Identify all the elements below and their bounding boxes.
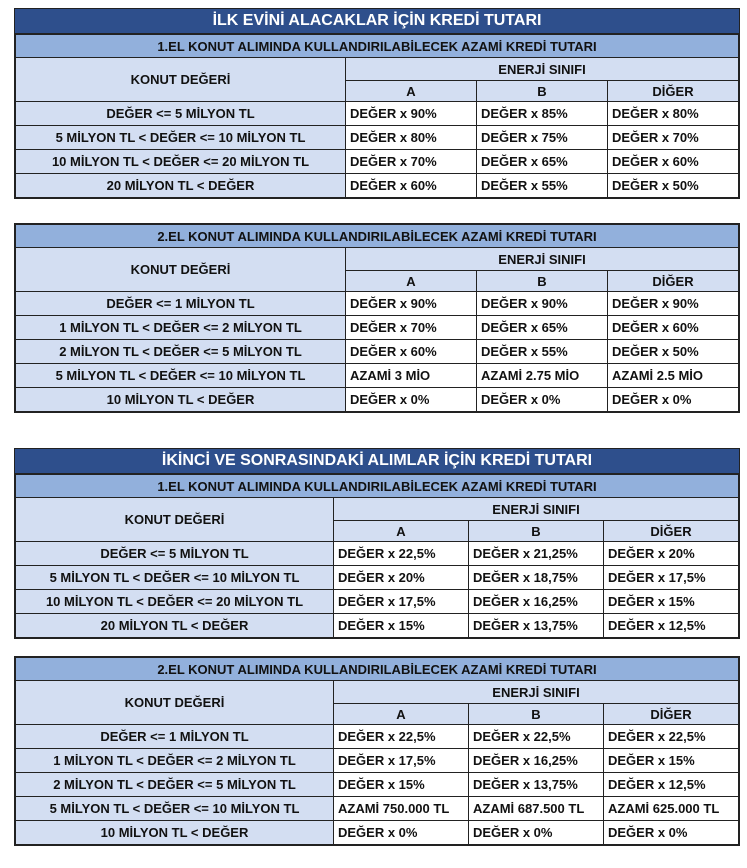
class-a-header: A: [334, 521, 469, 542]
cell-a: AZAMİ 3 MİO: [346, 364, 477, 388]
row-label: DEĞER <= 1 MİLYON TL: [16, 292, 346, 316]
cell-b: DEĞER x 18,75%: [469, 566, 604, 590]
row-label: 20 MİLYON TL < DEĞER: [16, 174, 346, 198]
table-row: [16, 126, 739, 150]
cell-other: DEĞER x 15%: [604, 590, 739, 614]
row-label: 1 MİLYON TL < DEĞER <= 2 MİLYON TL: [16, 749, 334, 773]
row-label: 5 MİLYON TL < DEĞER <= 10 MİLYON TL: [16, 566, 334, 590]
cell-b: DEĞER x 0%: [469, 821, 604, 845]
value-header: KONUT DEĞERİ: [16, 248, 346, 292]
cell-a: AZAMİ 750.000 TL: [334, 797, 469, 821]
cell-b: DEĞER x 85%: [477, 102, 608, 126]
cell-a: DEĞER x 17,5%: [334, 590, 469, 614]
cell-other: DEĞER x 80%: [608, 102, 739, 126]
row-label: 10 MİLYON TL < DEĞER <= 20 MİLYON TL: [16, 150, 346, 174]
cell-a: DEĞER x 22,5%: [334, 725, 469, 749]
cell-other: DEĞER x 20%: [604, 542, 739, 566]
cell-b: DEĞER x 22,5%: [469, 725, 604, 749]
cell-a: DEĞER x 90%: [346, 292, 477, 316]
cell-other: DEĞER x 60%: [608, 150, 739, 174]
cell-other: DEĞER x 0%: [604, 821, 739, 845]
cell-a: DEĞER x 0%: [334, 821, 469, 845]
cell-other: DEĞER x 12,5%: [604, 773, 739, 797]
table-row: [16, 773, 739, 797]
loan-table-second-hand-block: [14, 656, 740, 846]
loan-table-first-hand: [15, 34, 739, 198]
cell-other: DEĞER x 15%: [604, 749, 739, 773]
cell-a: DEĞER x 70%: [346, 316, 477, 340]
cell-other: DEĞER x 60%: [608, 316, 739, 340]
class-a-header: A: [334, 704, 469, 725]
value-header: KONUT DEĞERİ: [16, 681, 334, 725]
row-label: DEĞER <= 1 MİLYON TL: [16, 725, 334, 749]
cell-a: DEĞER x 20%: [334, 566, 469, 590]
section-title: İLK EVİNİ ALACAKLAR İÇİN KREDİ TUTARI: [15, 9, 739, 34]
cell-b: DEĞER x 0%: [477, 388, 608, 412]
table-row: [16, 102, 739, 126]
cell-other: DEĞER x 90%: [608, 292, 739, 316]
cell-other: DEĞER x 12,5%: [604, 614, 739, 638]
cell-a: DEĞER x 0%: [346, 388, 477, 412]
class-b-header: B: [477, 271, 608, 292]
row-label: 10 MİLYON TL < DEĞER: [16, 821, 334, 845]
cell-a: DEĞER x 80%: [346, 126, 477, 150]
cell-other: DEĞER x 22,5%: [604, 725, 739, 749]
row-label: 10 MİLYON TL < DEĞER: [16, 388, 346, 412]
cell-other: DEĞER x 70%: [608, 126, 739, 150]
table-row: [16, 388, 739, 412]
table-row: [16, 614, 739, 638]
cell-b: DEĞER x 75%: [477, 126, 608, 150]
cell-b: AZAMİ 2.75 MİO: [477, 364, 608, 388]
class-b-header: B: [469, 521, 604, 542]
cell-other: DEĞER x 50%: [608, 340, 739, 364]
energy-class-header: ENERJİ SINIFI: [334, 681, 739, 704]
cell-b: DEĞER x 90%: [477, 292, 608, 316]
cell-b: DEĞER x 55%: [477, 174, 608, 198]
loan-table-second-hand-block: [14, 223, 740, 413]
row-label: 5 MİLYON TL < DEĞER <= 10 MİLYON TL: [16, 126, 346, 150]
row-label: 10 MİLYON TL < DEĞER <= 20 MİLYON TL: [16, 590, 334, 614]
cell-other: AZAMİ 625.000 TL: [604, 797, 739, 821]
class-a-header: A: [346, 271, 477, 292]
table-subtitle: 1.EL KONUT ALIMINDA KULLANDIRILABİLECEK AZAMİ KREDİ TUTARI: [16, 35, 739, 58]
cell-b: DEĞER x 65%: [477, 316, 608, 340]
class-other-header: DİĞER: [604, 521, 739, 542]
cell-a: DEĞER x 17,5%: [334, 749, 469, 773]
cell-b: DEĞER x 16,25%: [469, 749, 604, 773]
cell-other: DEĞER x 50%: [608, 174, 739, 198]
cell-a: DEĞER x 15%: [334, 614, 469, 638]
table-row: [16, 292, 739, 316]
cell-other: DEĞER x 17,5%: [604, 566, 739, 590]
energy-class-header: ENERJİ SINIFI: [334, 498, 739, 521]
table-row: [16, 749, 739, 773]
loan-table-second-hand: [15, 224, 739, 412]
table-row: [16, 821, 739, 845]
row-label: 1 MİLYON TL < DEĞER <= 2 MİLYON TL: [16, 316, 346, 340]
value-header: KONUT DEĞERİ: [16, 498, 334, 542]
value-header: KONUT DEĞERİ: [16, 58, 346, 102]
class-other-header: DİĞER: [608, 271, 739, 292]
loan-table-second-hand: [15, 657, 739, 845]
table-row: [16, 316, 739, 340]
class-b-header: B: [469, 704, 604, 725]
row-label: DEĞER <= 5 MİLYON TL: [16, 102, 346, 126]
table-subtitle: 2.EL KONUT ALIMINDA KULLANDIRILABİLECEK AZAMİ KREDİ TUTARI: [16, 658, 739, 681]
table-subtitle: 2.EL KONUT ALIMINDA KULLANDIRILABİLECEK AZAMİ KREDİ TUTARI: [16, 225, 739, 248]
cell-a: DEĞER x 60%: [346, 340, 477, 364]
energy-class-header: ENERJİ SINIFI: [346, 248, 739, 271]
cell-b: DEĞER x 21,25%: [469, 542, 604, 566]
table-row: [16, 150, 739, 174]
cell-a: DEĞER x 70%: [346, 150, 477, 174]
cell-b: DEĞER x 55%: [477, 340, 608, 364]
loan-table-first-hand: [15, 474, 739, 638]
class-a-header: A: [346, 81, 477, 102]
table-row: [16, 174, 739, 198]
class-other-header: DİĞER: [604, 704, 739, 725]
section-first-home: [14, 8, 740, 199]
cell-b: DEĞER x 13,75%: [469, 773, 604, 797]
section-title: İKİNCİ VE SONRASINDAKİ ALIMLAR İÇİN KREDİ TUTARI: [15, 449, 739, 474]
cell-a: DEĞER x 60%: [346, 174, 477, 198]
cell-a: DEĞER x 90%: [346, 102, 477, 126]
cell-b: AZAMİ 687.500 TL: [469, 797, 604, 821]
row-label: 20 MİLYON TL < DEĞER: [16, 614, 334, 638]
table-row: [16, 590, 739, 614]
table-row: [16, 340, 739, 364]
table-row: [16, 725, 739, 749]
table-row: [16, 566, 739, 590]
cell-b: DEĞER x 16,25%: [469, 590, 604, 614]
row-label: 5 MİLYON TL < DEĞER <= 10 MİLYON TL: [16, 364, 346, 388]
cell-b: DEĞER x 13,75%: [469, 614, 604, 638]
table-row: [16, 797, 739, 821]
row-label: 5 MİLYON TL < DEĞER <= 10 MİLYON TL: [16, 797, 334, 821]
cell-b: DEĞER x 65%: [477, 150, 608, 174]
table-row: [16, 542, 739, 566]
row-label: 2 MİLYON TL < DEĞER <= 5 MİLYON TL: [16, 773, 334, 797]
class-other-header: DİĞER: [608, 81, 739, 102]
row-label: DEĞER <= 5 MİLYON TL: [16, 542, 334, 566]
cell-other: AZAMİ 2.5 MİO: [608, 364, 739, 388]
row-label: 2 MİLYON TL < DEĞER <= 5 MİLYON TL: [16, 340, 346, 364]
cell-a: DEĞER x 22,5%: [334, 542, 469, 566]
cell-a: DEĞER x 15%: [334, 773, 469, 797]
table-subtitle: 1.EL KONUT ALIMINDA KULLANDIRILABİLECEK AZAMİ KREDİ TUTARI: [16, 475, 739, 498]
cell-other: DEĞER x 0%: [608, 388, 739, 412]
section-subsequent-purchases: [14, 448, 740, 639]
energy-class-header: ENERJİ SINIFI: [346, 58, 739, 81]
table-row: [16, 364, 739, 388]
class-b-header: B: [477, 81, 608, 102]
